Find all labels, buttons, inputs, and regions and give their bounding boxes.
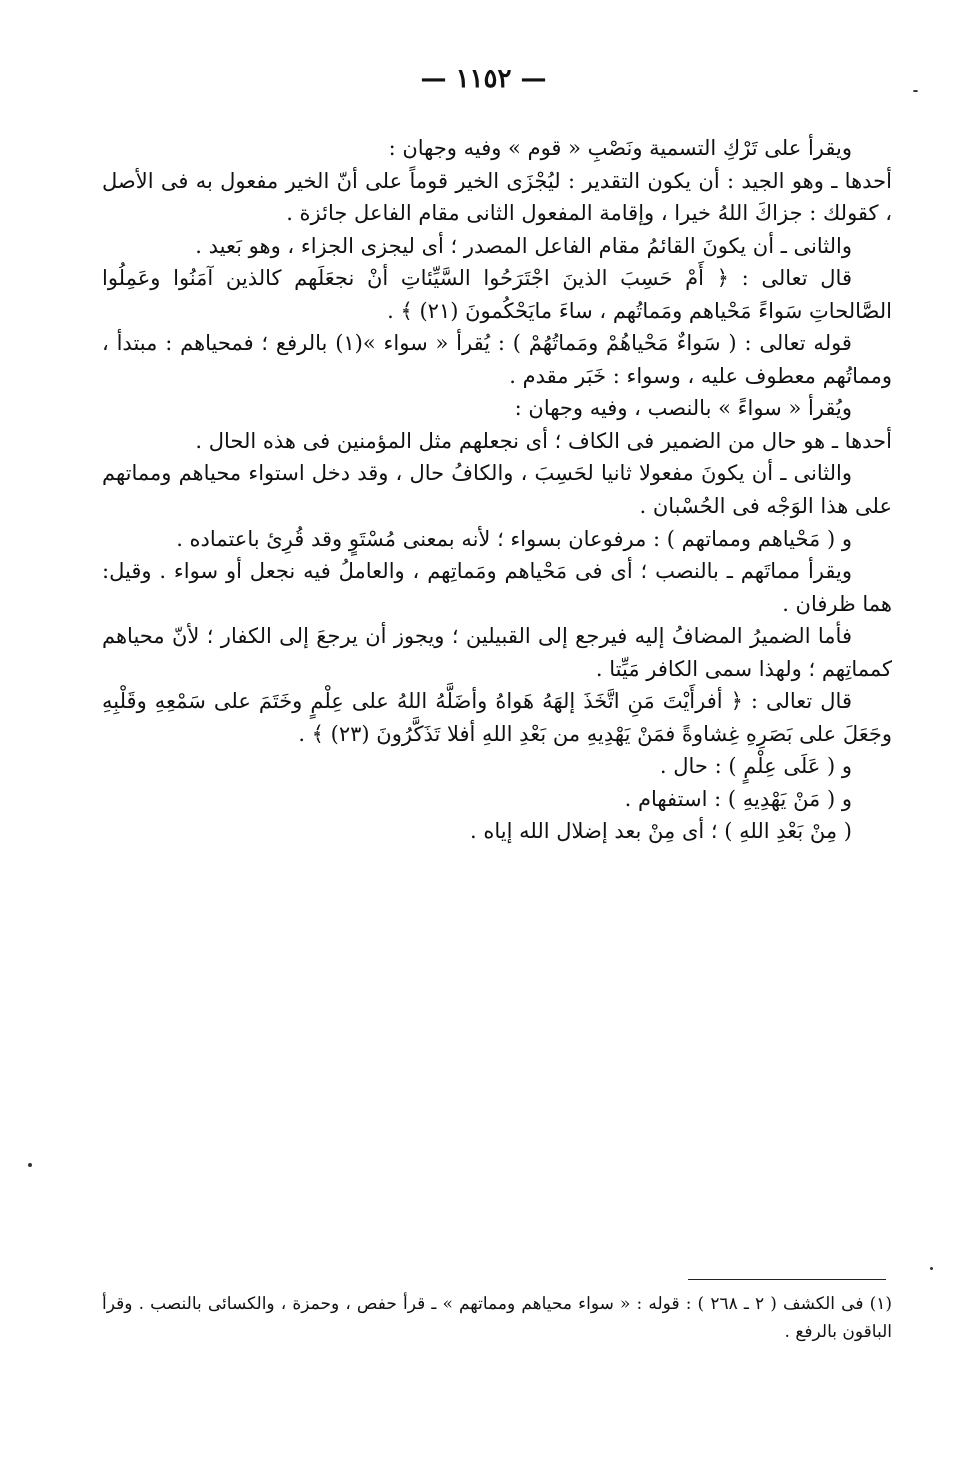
quran-verse-23: قال تعالى : ﴿ أفرأَيْتَ مَنِ اتَّخَذَ إلهَهُ هَواهُ وأضَلَّهُ اللهُ على عِلْمٍ وخَتَمَ على سَمْعِهِ وقَلْبِهِ وجَعَلَ على بَصَرِهِ غِشاوةً فمَنْ يَهْدِيهِ من بَعْدِ اللهِ أفلا تَذَكَّرُونَ (٢٣) ﴾ .	[102, 689, 892, 746]
paragraph-2: أحدها ـ وهو الجيد : أن يكون التقدير : ليُجْزَى الخير قوماً على أنّ الخير مفعول به فى الأصل ، كقولك : جزاكَ اللهُ خيرا ، وإقامة المفعول الثانى مقام الفاعل جائزة .	[102, 168, 892, 226]
paragraph-1: ويقرأ على تَرْكِ التسمية ونَصْبِ « قوم » وفيه وجهان :	[388, 136, 852, 160]
paragraph-13: و ( عَلَى عِلْمٍ ) : حال .	[659, 754, 852, 779]
main-text	[102, 132, 892, 848]
scan-speck	[28, 1163, 32, 1167]
paragraph-5: قوله تعالى : ( سَواءٌ مَحْياهُمْ ومَماتُهُمْ ) : يُقرأ « سواء »(١) بالرفع ؛ فمحياهم : مبتدأ ، ومماتُهم معطوف عليه ، وسواء : خَبَر مقدم .	[102, 331, 892, 388]
paragraph-11: فأما الضميرُ المضافُ إليه فيرجع إلى القبيلين ؛ ويجوز أن يرجعَ إلى الكفار ؛ لأنّ محياهم كمماتِهم ؛ ولهذا سمى الكافر مَيِّتا .	[102, 624, 892, 681]
paragraph-9: و ( مَحْياهم ومماتهم ) : مرفوعان بسواء ؛ لأنه بمعنى مُسْتَوٍ وقد قُرِئ باعتماده .	[176, 526, 852, 551]
scan-speck	[930, 1267, 933, 1270]
paragraph-10: ويقرأ مماتَهم ـ بالنصب ؛ أى فى مَحْياهم ومَماتِهم ، والعاملُ فيه نجعل أو سواء . وقيل: هما ظرفان .	[102, 559, 892, 616]
paragraph-15: ( مِنْ بَعْدِ اللهِ ) ؛ أى مِنْ بعد إضلال الله إياه .	[470, 819, 852, 844]
quran-verse-21: قال تعالى : ﴿ أَمْ حَسِبَ الذينَ اجْتَرَحُوا السَّيِّئاتِ أنْ نجعَلَهم كالذين آمَنُوا وعَمِلُوا الصَّالحاتِ سَواءً مَحْياهم ومَماتُهم ، ساءَ مايَحْكُمونَ (٢١) ﴾ .	[102, 266, 892, 323]
paragraph-6: ويُقرأ « سواءً » بالنصب ، وفيه وجهان :	[514, 396, 852, 421]
page-number: — ١١٥٢ —	[420, 64, 547, 94]
paragraph-3: والثانى ـ أن يكونَ القائمُ مقام الفاعل المصدر ؛ أى ليجزى الجزاء ، وهو بَعيد .	[195, 233, 852, 258]
paragraph-8: والثانى ـ أن يكونَ مفعولا ثانيا لحَسِبَ ، والكافُ حال ، وقد دخل استواء محياهم ومماتهم على هذا الوَجْه فى الحُسْبان .	[102, 461, 892, 519]
footnote-divider	[688, 1279, 886, 1280]
paragraph-14: و ( مَنْ يَهْدِيهِ ) : استفهام .	[624, 786, 852, 811]
scan-speck	[913, 90, 918, 92]
paragraph-7: أحدها ـ هو حال من الضمير فى الكاف ؛ أى نجعلهم مثل المؤمنين فى هذه الحال .	[195, 428, 892, 453]
footnote: (١) فى الكشف ( ٢ ـ ٢٦٨ ) : قوله : « سواء محياهم ومماتهم » ـ قرأ حفص ، وحمزة ، والكسائى بالنصب . وقرأ الباقون بالرفع .	[102, 1294, 892, 1343]
